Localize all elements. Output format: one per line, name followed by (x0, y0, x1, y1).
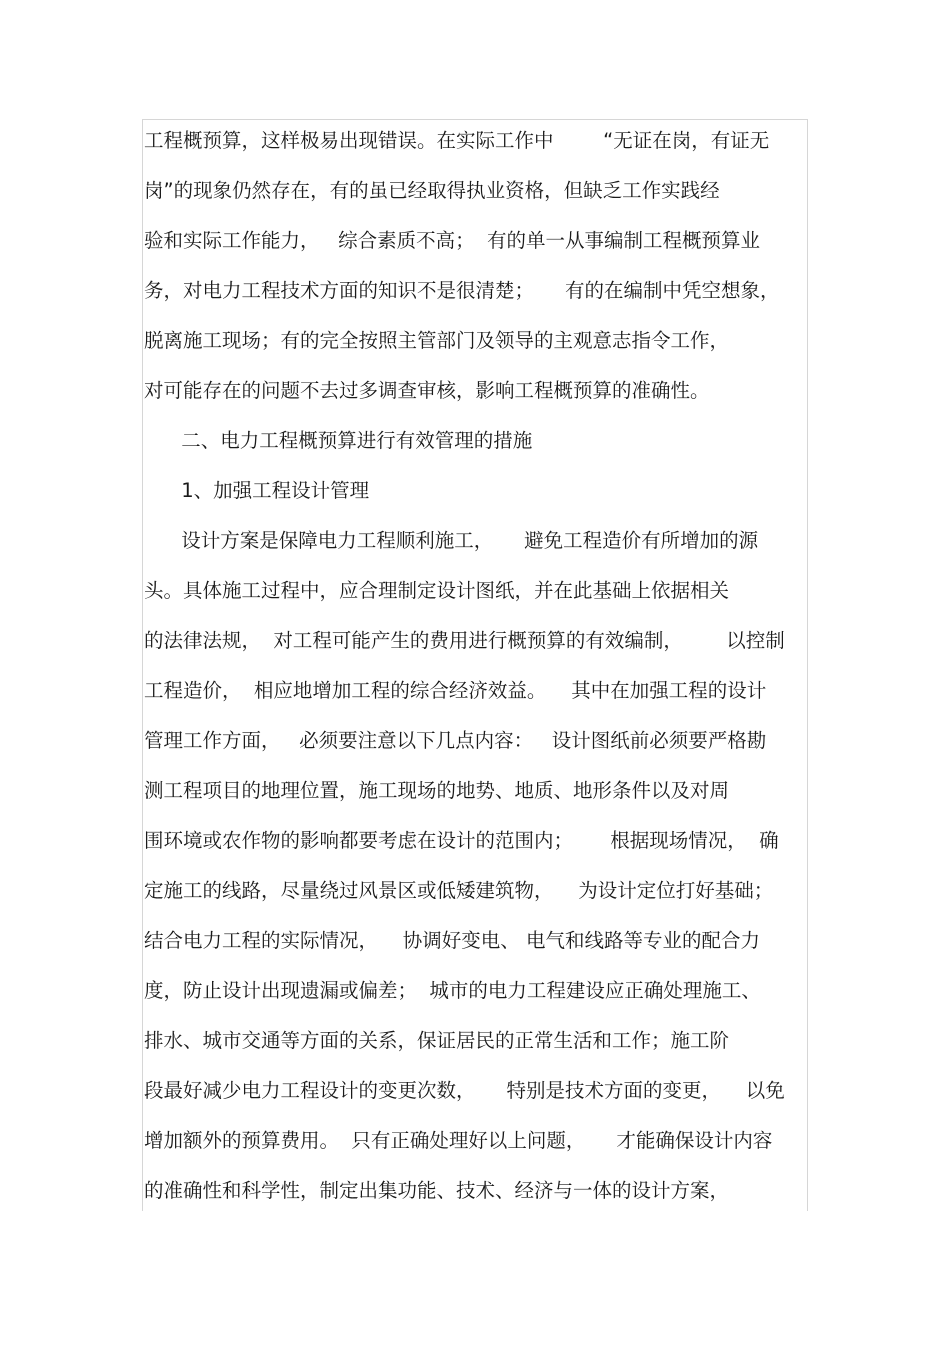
text-line: 工程概预算，这样极易出现错误。在实际工作中 “无证在岗，有证无 (144, 129, 770, 152)
text-line: 定施工的线路，尽量绕过风景区或低矮建筑物， 为设计定位打好基础； (144, 879, 774, 902)
text-line: 管理工作方面， 必须要注意以下几点内容： 设计图纸前必须要严格勘 (144, 729, 767, 752)
text-line: 岗”的现象仍然存在，有的虽已经取得执业资格，但缺乏工作实践经 (144, 179, 720, 202)
text-line: 的法律法规， 对工程可能产生的费用进行概预算的有效编制， 以控制 (144, 629, 785, 652)
subsection-heading: 1、加强工程设计管理 (144, 479, 370, 502)
text-line: 度，防止设计出现遗漏或偏差； 城市的电力工程建设应正确处理施工、 (144, 979, 761, 1002)
text-line: 围环境或农作物的影响都要考虑在设计的范围内； 根据现场情况， 确 (144, 829, 779, 852)
text-line: 验和实际工作能力， 综合素质不高； 有的单一从事编制工程概预算业 (144, 229, 760, 252)
text-line: 脱离施工现场；有的完全按照主管部门及领导的主观意志指令工作， (144, 329, 730, 352)
text-line: 段最好减少电力工程设计的变更次数， 特别是技术方面的变更， 以免 (144, 1079, 785, 1102)
text-line: 测工程项目的地理位置，施工现场的地势、地质、地形条件以及对周 (144, 779, 730, 802)
section-heading: 二、电力工程概预算进行有效管理的措施 (144, 429, 533, 452)
text-line: 排水、城市交通等方面的关系，保证居民的正常生活和工作；施工阶 (144, 1029, 730, 1052)
text-line: 的准确性和科学性，制定出集功能、技术、经济与一体的设计方案， (144, 1179, 730, 1202)
text-line: 工程造价， 相应地增加工程的综合经济效益。 其中在加强工程的设计 (144, 679, 767, 702)
text-line: 对可能存在的问题不去过多调查审核，影响工程概预算的准确性。 (144, 379, 710, 402)
text-line: 头。具体施工过程中，应合理制定设计图纸，并在此基础上依据相关 (144, 579, 730, 602)
text-line: 增加额外的预算费用。 只有正确处理好以上问题， 才能确保设计内容 (144, 1129, 773, 1152)
text-line: 结合电力工程的实际情况， 协调好变电、 电气和线路等专业的配合力 (144, 929, 760, 952)
text-line: 设计方案是保障电力工程顺利施工， 避免工程造价有所增加的源 (144, 529, 759, 552)
text-line: 务，对电力工程技术方面的知识不是很清楚； 有的在编制中凭空想象， (144, 279, 780, 302)
